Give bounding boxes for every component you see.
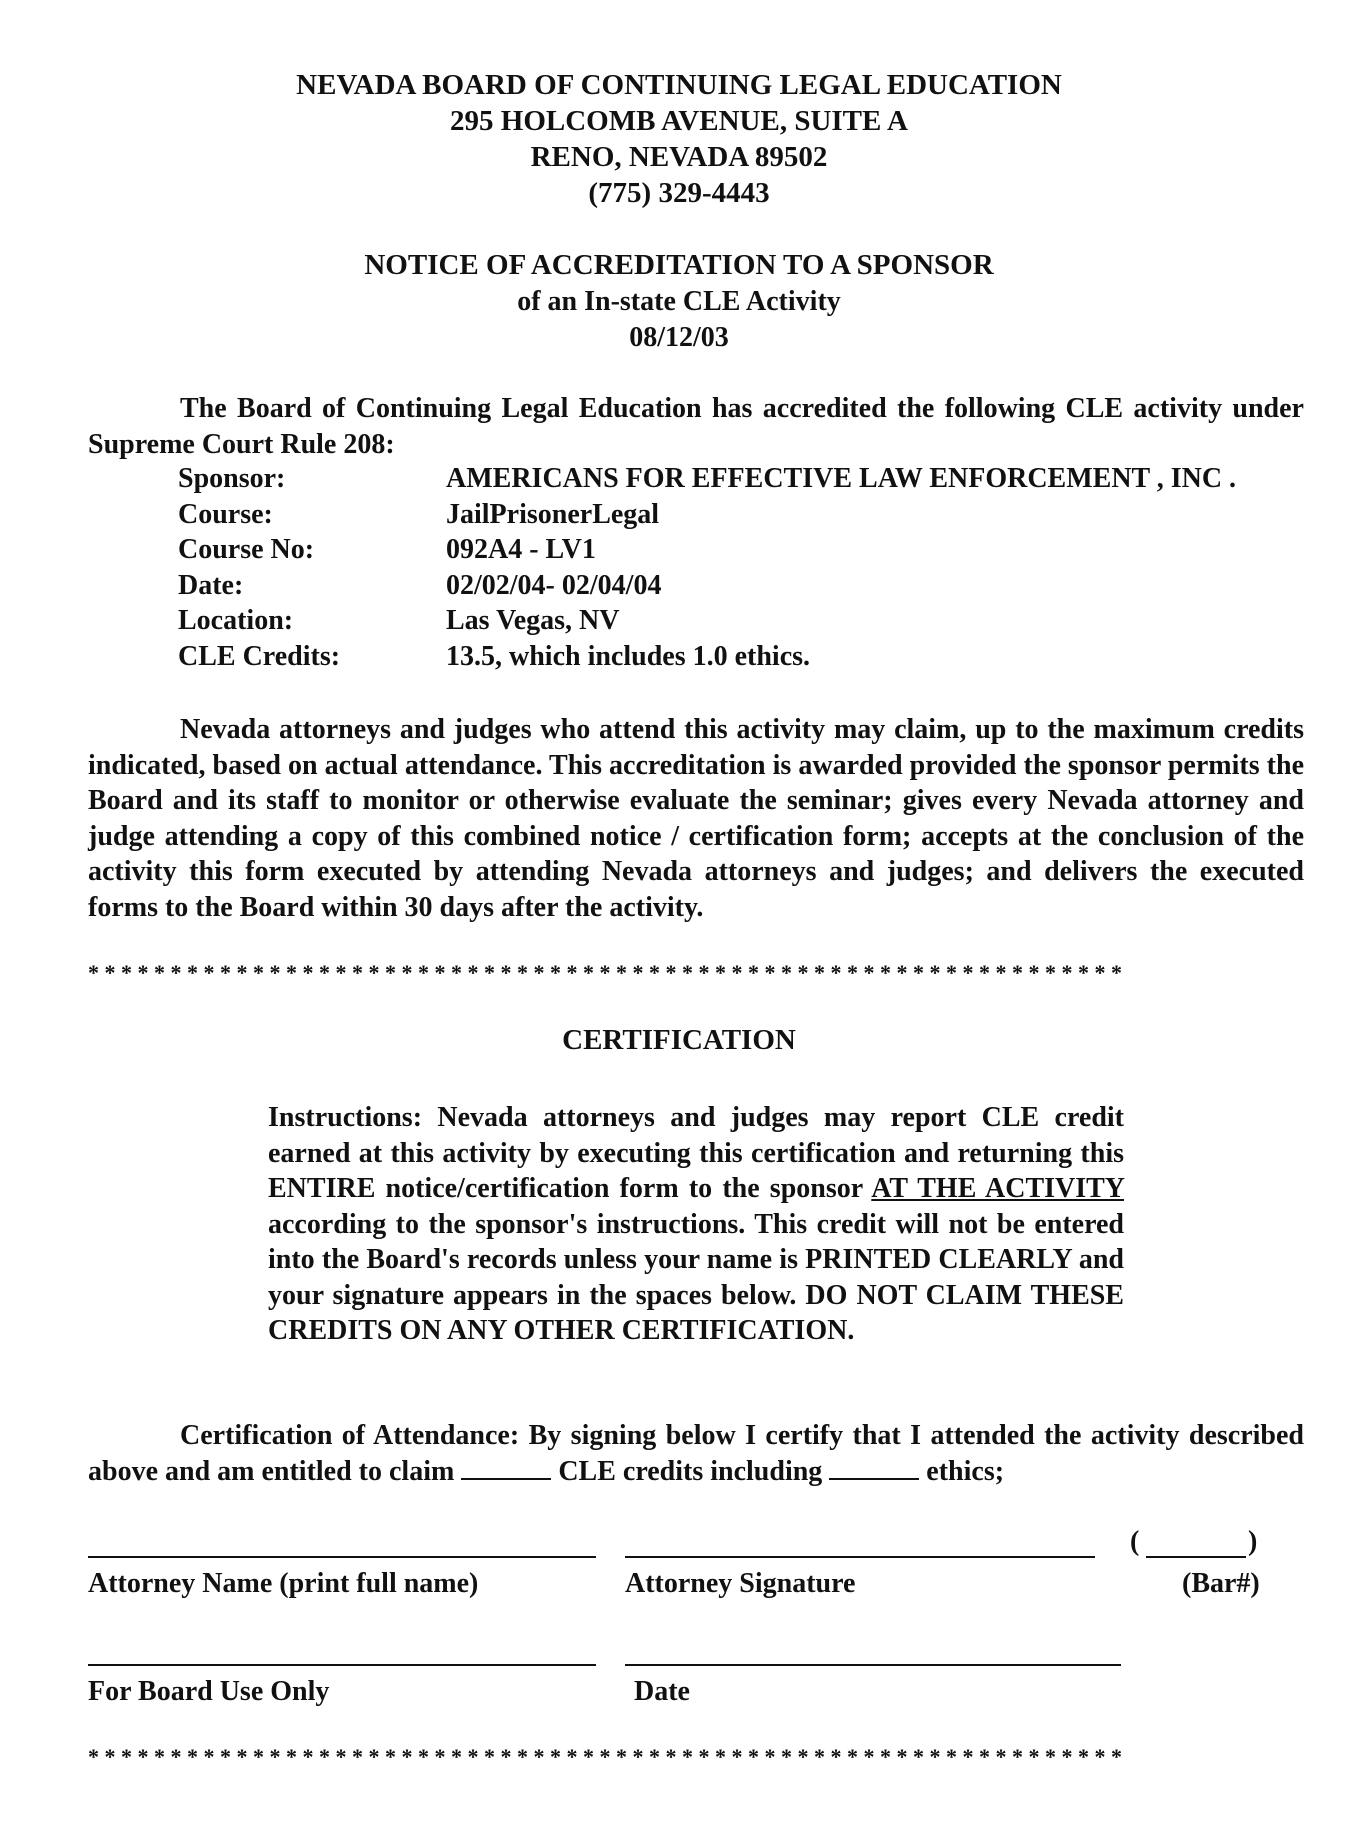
bar-number-label: (Bar#) — [1182, 1568, 1260, 1599]
date-line[interactable] — [625, 1664, 1121, 1666]
sponsor-row — [178, 461, 1236, 497]
bar-number-open-paren: ( — [1130, 1526, 1140, 1557]
attendance-paragraph — [88, 1418, 1304, 1489]
attorney-name-line[interactable] — [88, 1556, 596, 1558]
sponsor-label: Sponsor: — [178, 463, 286, 494]
intro-text: The Board of Continuing Legal Education has accredited the following CLE activity under Supreme Court Rule 208: — [88, 393, 1304, 460]
org-phone: (775) 329-4443 — [588, 177, 770, 209]
sponsor-value: AMERICANS FOR EFFECTIVE LAW ENFORCEMENT , INC . — [446, 463, 1237, 494]
attorney-name-label: Attorney Name (print full name) — [88, 1568, 479, 1599]
certification-heading: CERTIFICATION — [562, 1024, 796, 1056]
credits-value: 13.5, which includes 1.0 ethics. — [446, 640, 811, 672]
instructions-text-b: according to the sponsor's instructions. This credit will not be entered into the Board's records unless your name is PRINTED CLEARLY and your signature appears in the spaces below. DO NOT CLAIM THESE CREDITS ON ANY OTHER CERTIFICATION. — [268, 1208, 1124, 1346]
instructions-underlined: AT THE ACTIVITY — [871, 1173, 1124, 1204]
org-name: NEVADA BOARD OF CONTINUING LEGAL EDUCATION — [296, 69, 1062, 101]
notice-title: NOTICE OF ACCREDITATION TO A SPONSOR — [364, 249, 994, 281]
date-row — [178, 568, 1236, 604]
separator-bottom: * * * * * * * * * * * * * * * * * * * * * * * * * * * * * * * * * * * * * * * * * * * * * * * * * * * * * * * * * * * * * * * — [88, 1744, 1122, 1769]
attendance-text-c: ethics; — [919, 1455, 1005, 1487]
certification-instructions — [268, 1100, 1124, 1349]
course-row — [178, 497, 1236, 533]
notice-date: 08/12/03 — [629, 322, 729, 353]
terms-text: Nevada attorneys and judges who attend this activity may claim, up to the maximum credits indicated, based on actual attendance. This accreditation is awarded provided the sponsor permits the Board and its staff to monitor or otherwise evaluate the seminar; gives every Nevada attorney and judge attending a copy of this combined notice / certification form; accepts at the conclusion of the activity this form executed by attending Nevada attorneys and judges; and delivers the executed forms to the Board within 30 days after the activity. — [88, 714, 1304, 923]
course-no-value: 092A4 - LV1 — [446, 534, 596, 565]
intro-paragraph — [88, 391, 1304, 462]
separator-top: * * * * * * * * * * * * * * * * * * * * * * * * * * * * * * * * * * * * * * * * * * * * * * * * * * * * * * * * * * * * * * * — [88, 960, 1122, 985]
course-value: JailPrisonerLegal — [446, 498, 660, 530]
course-label: Course: — [178, 498, 273, 530]
org-address-line1: 295 HOLCOMB AVENUE, SUITE A — [450, 105, 908, 137]
instructions-text-a: Instructions: Nevada attorneys and judges may report CLE credit earned at this activity by executing this certification and returning this ENTIRE notice/certification form to the sponsor — [268, 1102, 1124, 1204]
credits-row — [178, 639, 1236, 675]
location-label: Location: — [178, 605, 294, 636]
activity-details — [178, 461, 1236, 674]
location-value: Las Vegas, NV — [446, 605, 620, 636]
attendance-text-a: Certification of Attendance: By signing below I certify that I attended the activity described above and am entitled to claim — [88, 1420, 1304, 1487]
date-label: Date: — [178, 569, 244, 601]
date-value: 02/02/04- 02/04/04 — [446, 569, 662, 601]
location-row — [178, 603, 1236, 639]
sign-date-label: Date — [634, 1676, 690, 1707]
attendance-text-b: CLE credits including — [551, 1455, 830, 1487]
board-use-label: For Board Use Only — [88, 1676, 330, 1707]
org-address-line2: RENO, NEVADA 89502 — [530, 141, 828, 173]
credits-claimed-blank[interactable] — [461, 1456, 551, 1480]
course-no-row — [178, 532, 1236, 568]
credits-label: CLE Credits: — [178, 640, 341, 672]
bar-number-close-paren: ) — [1248, 1526, 1258, 1557]
terms-paragraph — [88, 712, 1304, 925]
course-no-label: Course No: — [178, 534, 315, 565]
ethics-claimed-blank[interactable] — [829, 1456, 919, 1480]
board-use-line[interactable] — [88, 1664, 596, 1666]
bar-number-line[interactable] — [1146, 1556, 1246, 1558]
attorney-signature-line[interactable] — [625, 1556, 1095, 1558]
notice-subtitle: of an In-state CLE Activity — [517, 286, 841, 317]
attorney-signature-label: Attorney Signature — [625, 1568, 856, 1599]
